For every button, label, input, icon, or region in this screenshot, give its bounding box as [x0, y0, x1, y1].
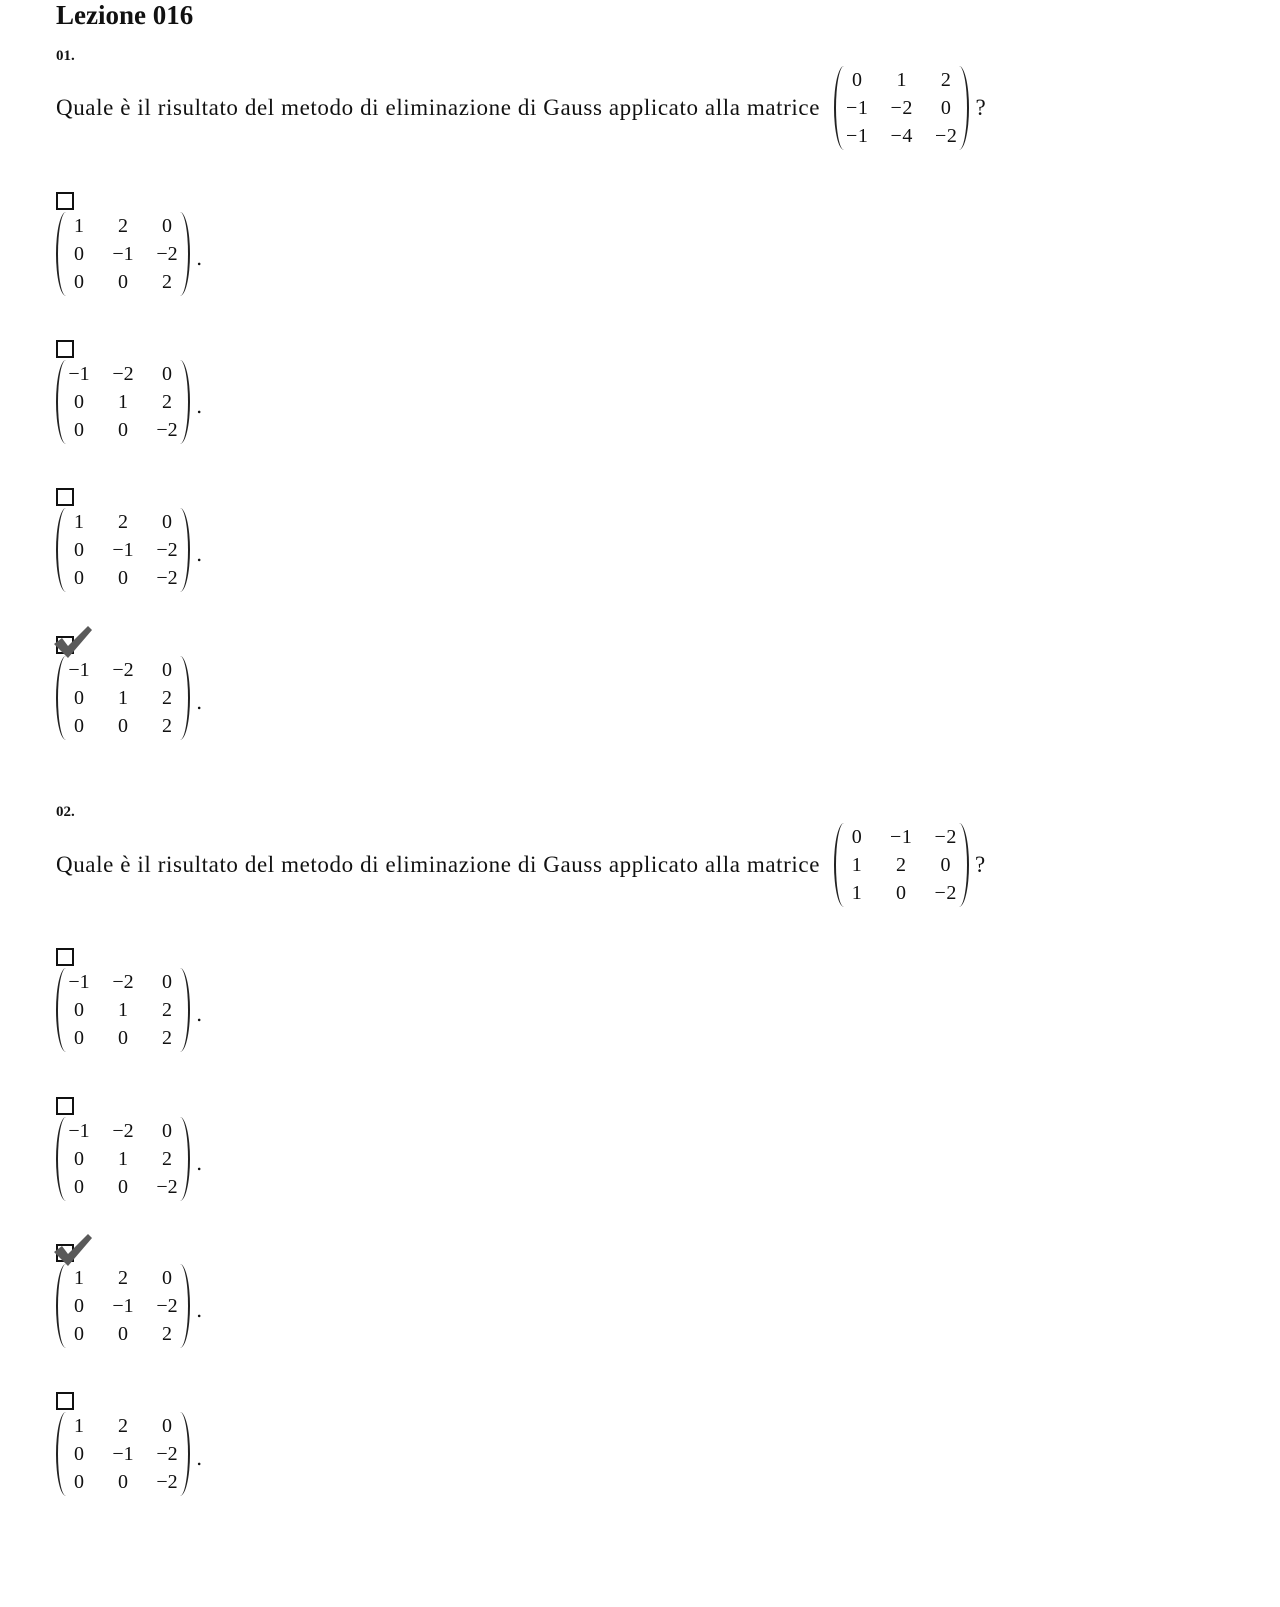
answer-option-1: [56, 948, 202, 1052]
checkmark-icon: [52, 624, 92, 660]
matrix-cell: −1: [112, 539, 134, 561]
question-mark: ?: [975, 95, 987, 120]
answer-option-3: [56, 1244, 202, 1348]
matrix-cell: 0: [162, 215, 172, 237]
matrix-cell: 0: [940, 97, 952, 119]
matrix-cell: 1: [74, 1415, 84, 1437]
matrix-grid: [66, 1264, 180, 1348]
matrix-cell: 0: [74, 1443, 84, 1465]
period: .: [196, 542, 203, 566]
matrix-cell: 0: [74, 539, 84, 561]
matrix-cell: 0: [74, 1148, 84, 1170]
matrix-grid: [66, 968, 180, 1052]
matrix-cell: 0: [162, 1120, 172, 1142]
matrix-cell: 1: [74, 1267, 84, 1289]
matrix-cell: 0: [162, 511, 172, 533]
period: .: [196, 1002, 203, 1026]
matrix-cell: 0: [74, 419, 84, 441]
matrix: [834, 823, 969, 907]
right-parenthesis: [180, 656, 190, 740]
matrix-grid: [66, 360, 180, 444]
matrix-cell: 0: [74, 1471, 84, 1493]
matrix-cell: 0: [74, 243, 84, 265]
answer-option-4: [56, 636, 202, 740]
matrix-cell: 2: [895, 854, 907, 876]
matrix-cell: −1: [68, 659, 90, 681]
right-parenthesis: [959, 66, 969, 150]
answer-checkbox[interactable]: [56, 1244, 74, 1262]
matrix-cell: −2: [934, 125, 958, 147]
matrix-cell: 2: [940, 69, 952, 91]
matrix-cell: −2: [112, 363, 134, 385]
left-parenthesis: [56, 968, 66, 1052]
matrix-cell: −1: [68, 971, 90, 993]
right-parenthesis: [180, 1117, 190, 1201]
left-parenthesis: [56, 656, 66, 740]
answer-option-1: [56, 192, 202, 296]
right-parenthesis: [180, 360, 190, 444]
matrix: [56, 360, 190, 444]
right-parenthesis: [180, 1264, 190, 1348]
matrix-grid: [844, 823, 959, 907]
answer-matrix-row: [56, 508, 202, 592]
answer-option-3: [56, 488, 202, 592]
question-mark: ?: [974, 852, 986, 877]
matrix-cell: −2: [112, 971, 134, 993]
answer-checkbox[interactable]: [56, 1097, 74, 1115]
period: .: [196, 690, 203, 714]
matrix-cell: 1: [851, 882, 863, 904]
question-text: [56, 66, 986, 150]
right-parenthesis: [180, 1412, 190, 1496]
matrix-cell: −1: [846, 97, 869, 119]
question-number: 01.: [56, 48, 75, 64]
matrix-cell: 2: [162, 687, 172, 709]
matrix-cell: 0: [118, 567, 128, 589]
left-parenthesis: [56, 212, 66, 296]
matrix-cell: −1: [68, 1120, 90, 1142]
matrix-cell: 0: [851, 826, 863, 848]
matrix-cell: 0: [895, 882, 907, 904]
matrix-cell: 0: [118, 271, 128, 293]
matrix-cell: 0: [74, 1176, 84, 1198]
matrix-cell: 0: [118, 419, 128, 441]
matrix: [56, 1412, 190, 1496]
matrix-cell: 2: [162, 1323, 172, 1345]
matrix-cell: −2: [156, 567, 178, 589]
matrix-grid: [66, 1412, 180, 1496]
matrix: [56, 508, 190, 592]
matrix-cell: 1: [118, 391, 128, 413]
answer-checkbox[interactable]: [56, 488, 74, 506]
matrix-grid: [66, 212, 180, 296]
matrix-cell: 2: [162, 1148, 172, 1170]
matrix-cell: 0: [162, 363, 172, 385]
answer-checkbox[interactable]: [56, 1392, 74, 1410]
matrix-cell: 0: [74, 715, 84, 737]
period: .: [196, 1446, 203, 1470]
question-text: [56, 823, 986, 907]
matrix-cell: −1: [846, 125, 869, 147]
matrix-cell: −1: [68, 363, 90, 385]
right-parenthesis: [180, 508, 190, 592]
question-label: Quale è il risultato del metodo di eliminazione di Gauss applicato alla matrice: [56, 852, 821, 877]
matrix-cell: −2: [156, 419, 178, 441]
checkmark-icon: [52, 1232, 92, 1268]
matrix-cell: −1: [890, 826, 913, 848]
matrix-cell: −2: [156, 1443, 178, 1465]
answer-option-2: [56, 1097, 202, 1201]
answer-matrix-row: [56, 656, 202, 740]
left-parenthesis: [834, 66, 844, 150]
matrix-cell: −2: [156, 1176, 178, 1198]
matrix-cell: −1: [112, 243, 134, 265]
matrix: [56, 1117, 190, 1201]
matrix-cell: 0: [118, 1176, 128, 1198]
matrix-cell: 2: [162, 271, 172, 293]
answer-checkbox[interactable]: [56, 192, 74, 210]
matrix-cell: 2: [118, 1415, 128, 1437]
matrix-cell: 0: [118, 1027, 128, 1049]
period: .: [196, 1298, 203, 1322]
matrix-grid: [66, 656, 180, 740]
matrix-cell: 2: [118, 215, 128, 237]
matrix-grid: [844, 66, 959, 150]
answer-matrix-row: [56, 360, 202, 444]
matrix-cell: 2: [162, 1027, 172, 1049]
left-parenthesis: [834, 823, 844, 907]
matrix-cell: 0: [940, 854, 952, 876]
matrix-cell: −2: [156, 1471, 178, 1493]
matrix-cell: 2: [118, 511, 128, 533]
matrix-cell: −1: [112, 1443, 134, 1465]
matrix-cell: 0: [118, 1471, 128, 1493]
matrix-cell: 1: [118, 999, 128, 1021]
matrix-cell: 0: [118, 1323, 128, 1345]
matrix-cell: 0: [74, 391, 84, 413]
matrix-cell: −1: [112, 1295, 134, 1317]
matrix-cell: 0: [74, 271, 84, 293]
matrix-cell: 0: [851, 69, 863, 91]
matrix-cell: −2: [112, 1120, 134, 1142]
matrix-cell: 2: [162, 715, 172, 737]
matrix-cell: 2: [162, 999, 172, 1021]
matrix-cell: 0: [162, 1415, 172, 1437]
question-label: Quale è il risultato del metodo di eliminazione di Gauss applicato alla matrice: [56, 95, 821, 120]
matrix-cell: 0: [162, 659, 172, 681]
matrix-cell: −2: [934, 826, 957, 848]
matrix: [56, 968, 190, 1052]
matrix-cell: 0: [74, 999, 84, 1021]
matrix: [56, 656, 190, 740]
left-parenthesis: [56, 1117, 66, 1201]
period: .: [196, 246, 203, 270]
answer-matrix-row: [56, 212, 202, 296]
matrix-cell: −2: [112, 659, 134, 681]
right-parenthesis: [959, 823, 969, 907]
matrix-grid: [66, 1117, 180, 1201]
period: .: [196, 1151, 203, 1175]
left-parenthesis: [56, 508, 66, 592]
left-parenthesis: [56, 360, 66, 444]
matrix-cell: −2: [156, 539, 178, 561]
matrix-cell: −2: [934, 882, 957, 904]
matrix-cell: 0: [74, 1323, 84, 1345]
matrix-cell: 1: [118, 1148, 128, 1170]
matrix-cell: −2: [890, 97, 913, 119]
matrix-cell: 0: [118, 715, 128, 737]
matrix-cell: 1: [74, 511, 84, 533]
period: .: [196, 394, 203, 418]
matrix-cell: 1: [118, 687, 128, 709]
question-number: 02.: [56, 804, 75, 820]
answer-checkbox[interactable]: [56, 948, 74, 966]
matrix-cell: 0: [74, 1027, 84, 1049]
answer-option-4: [56, 1392, 202, 1496]
matrix-cell: 2: [118, 1267, 128, 1289]
matrix-cell: −4: [890, 125, 913, 147]
matrix-cell: −2: [156, 1295, 178, 1317]
answer-checkbox[interactable]: [56, 636, 74, 654]
matrix: [56, 212, 190, 296]
answer-matrix-row: [56, 968, 202, 1052]
right-parenthesis: [180, 212, 190, 296]
matrix-grid: [66, 508, 180, 592]
matrix-cell: 0: [162, 971, 172, 993]
matrix: [56, 1264, 190, 1348]
matrix-cell: 0: [162, 1267, 172, 1289]
matrix: [834, 66, 969, 150]
left-parenthesis: [56, 1264, 66, 1348]
matrix-cell: 0: [74, 1295, 84, 1317]
matrix-cell: 1: [896, 69, 908, 91]
matrix-cell: −2: [156, 243, 178, 265]
matrix-cell: 0: [74, 687, 84, 709]
answer-option-2: [56, 340, 202, 444]
matrix-cell: 1: [74, 215, 84, 237]
matrix-cell: 2: [162, 391, 172, 413]
answer-checkbox[interactable]: [56, 340, 74, 358]
matrix-cell: 0: [74, 567, 84, 589]
answer-matrix-row: [56, 1117, 202, 1201]
answer-matrix-row: [56, 1412, 202, 1496]
answer-matrix-row: [56, 1264, 202, 1348]
right-parenthesis: [180, 968, 190, 1052]
lesson-title: Lezione 016: [56, 0, 194, 30]
left-parenthesis: [56, 1412, 66, 1496]
matrix-cell: 1: [851, 854, 863, 876]
